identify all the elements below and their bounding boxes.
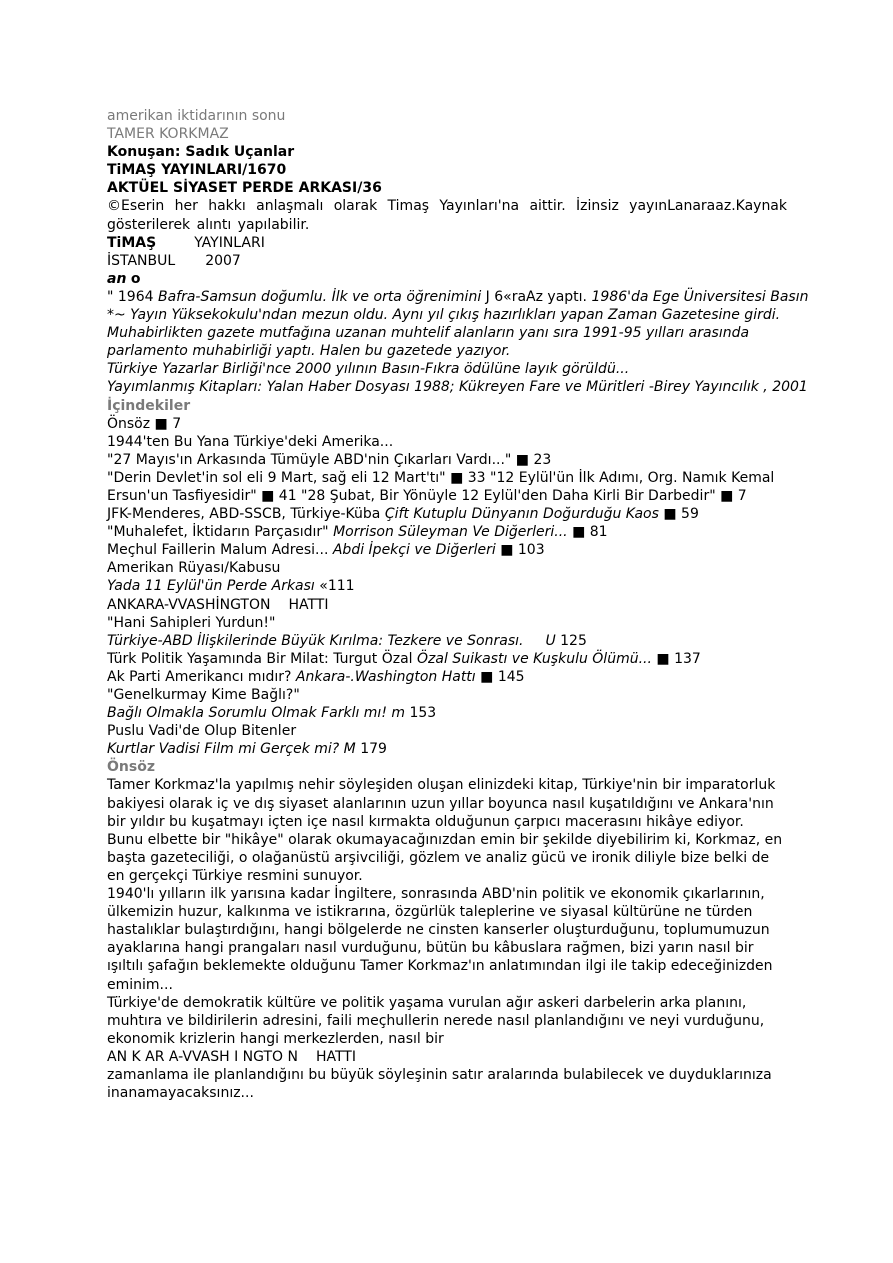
author-name: TAMER KORKMAZ [107,126,229,143]
toc-entry [107,740,787,758]
toc-entry: "27 Mayıs'ın Arkasında Tümüyle ABD'nin Çıkarları Vardı..." ■ 23 [107,451,552,468]
book-title: amerikan iktidarının sonu [107,108,286,124]
toc-entry: Puslu Vadi'de Olup Bitenler [107,723,297,740]
toc-entry-text: Meçhul Faillerin Malum Adresi... [107,542,333,559]
bio-books: Yayımlanmış Kitapları: Yalan Haber Dosyası 1988; Kükreyen Fare ve Müritleri -Birey Yayıncılık , 2001 [107,379,808,396]
toc-page-number: 153 [405,705,437,722]
toc-entry [107,523,787,541]
toc-part-name-suffix: HATTI [288,596,329,613]
toc-entry-subtitle: Ankara-.Washington Hattı [295,668,476,685]
imprint-city: İSTANBUL [107,252,176,269]
toc-page-number: ■ 103 [495,542,545,559]
toc-part-title: Amerikan Rüyası/Kabusu [107,560,281,577]
speaker-credit: Konuşan: Sadık Uçanlar [107,144,295,161]
publisher-word: YAYINLARI [194,234,265,251]
toc-entry-subtitle: Bağlı Olmakla Sorumlu Olmak Farklı mı! m [107,705,406,722]
preface-paragraph: 1940'lı yılların ilk yarısına kadar İngiltere, sonrasında ABD'nin politik ve ekonomik çıkarlarının, ülkemizin huzur, kalkınma ve istikrarına, özgürlük taleplerine ve siyasal kültürüne ne türden hastalıklar bulaştırdığını, hangi bölgelerde ne cinsten kanserler oluşturduğunu, toplumumuzun ayaklarına hangi prangaları nasıl vurduğunu, bütün bu kâbuslara rağmen, bizi yarın nasıl bir ışıltılı şafağın beklemekte olduğunu Tamer Korkmaz'ın anlatımından ilgi ile takip edeceğinizden [107,886,773,975]
preface-paragraph-tail: eminim... [107,976,173,993]
toc-entry-text: "Muhalefet, İktidarın Parçasıdır" [107,524,334,541]
toc-page-number: ■ 137 [651,650,701,667]
series-subtitle: AKTÜEL SİYASET PERDE ARKASI/36 [107,180,382,197]
toc-entry-subtitle: Çift Kutuplu Dünyanın Doğurduğu Kaos [384,506,659,523]
toc-entry [107,704,787,722]
toc-heading: İçindekiler [107,397,191,414]
imprint-line [107,252,787,270]
bio-school: J 6«raAz yaptı. [481,288,592,305]
scan-fragment-a: an [107,270,127,287]
toc-entry [107,577,787,595]
toc-entry: "Derin Devlet'in sol eli 9 Mart, sağ eli 12 Mart'tı" ■ 33 "12 Eylül'ün İlk Adımı, Org. Namık Kemal Ersun'un Tasfiyesidir" ■ 41 "28 Şubat, Bir Yönüyle 12 Eylül'den Daha Kirli Bir Darbedir" ■ 7 [107,469,775,504]
toc-entry-subtitle: Yada 11 Eylül'ün Perde Arkası [107,578,315,595]
bio-birthplace: Bafra-Samsun doğumlu. İlk ve orta öğrenimini [157,288,482,305]
toc-page-number: 179 [355,741,387,758]
toc-entry-text: Türk Politik Yaşamında Bir Milat: Turgut Özal [107,650,418,667]
running-header [107,1048,787,1066]
preface-paragraph: Tamer Korkmaz'la yapılmış nehir söyleşiden oluşan elinizdeki kitap, Türkiye'nin bir imparatorluk bakiyesi olarak iç ve dış siyaset alanlarının uzun yıllar boyunca nasıl kuşatıldığını ve Ankara'nın bir yıldır bu kuşatmayı içten içe nasıl kırmakta olduğunun çarpıcı macerasını hikâye ediyor. [107,777,776,830]
toc-entry [107,505,787,523]
copyright-notice: ©Eserin her hakkı anlaşmalı olarak Timaş Yayınları'na aittir. İzinsiz yayınLanaraaz.Kaynak gösterilerek alıntı yapılabilir. [107,198,787,233]
toc-entry [107,668,787,686]
toc-entry: Önsöz ■ 7 [107,415,182,432]
toc-page-number: «111 [314,578,355,595]
toc-entry-subtitle: Morrison Süleyman Ve Diğerleri... [333,524,568,541]
bio-university: 1986'da Ege Üniversitesi Basın [591,288,809,305]
bio-year: " 1964 [107,288,158,305]
toc-entry-text: JFK-Menderes, ABD-SSCB, Türkiye-Küba [107,506,385,523]
toc-page-number: ■ 81 [567,524,608,541]
toc-entry [107,541,787,559]
toc-entry-text: Ak Parti Amerikancı mıdır? [107,668,296,685]
toc-part-name: ANKARA-VVASHİNGTON [107,596,271,613]
series-number: TiMAŞ YAYINLARI/1670 [107,162,287,179]
toc-part-title: 1944'ten Bu Yana Türkiye'deki Amerika... [107,433,394,450]
toc-page-number: ■ 59 [658,506,699,523]
toc-entry [107,650,787,668]
bio-award: Türkiye Yazarlar Birliği'nce 2000 yılının Basın-Fıkra ödülüne layık görüldü... [107,361,630,378]
document-page [107,107,809,1102]
bio-career: *~ Yayın Yüksekokulu'ndan mezun oldu. Aynı yıl çıkış hazırlıkları yapan Zaman Gazetesine girdi. Muhabirlikten gazete mutfağına uzanan muhtelif alanların yanı sıra 1991-95 yılları arasında parlamento muhabirliği yaptı. Halen bu gazetede yazıyor. [107,307,781,360]
preface-paragraph: Türkiye'de demokratik kültüre ve politik yaşama vurulan ağır askeri darbelerin arka planını, muhtıra ve bildirilerin adresini, faili meçhullerin nerede nasıl planlandığını ve neyi vurduğunu, ekonomik krizlerin hangi merkezlerden, nasıl bir [107,994,765,1047]
toc-entry-subtitle: Kurtlar Vadisi Film mi Gerçek mi? M [107,741,356,758]
toc-entry-subtitle: Özal Suikastı ve Kuşkulu Ölümü... [417,650,652,667]
bio-line-1 [107,288,809,306]
toc-entry: "Genelkurmay Kime Bağlı?" [107,687,300,703]
running-header-text: AN K AR A-VVASH I NGTO N [107,1048,298,1065]
running-header-suffix: HATTI [315,1048,356,1065]
toc-page-number: 125 [555,632,587,649]
toc-entry-subtitle: Abdi İpekçi ve Diğerleri [332,542,496,559]
imprint-year: 2007 [205,252,241,269]
toc-page-number: ■ 145 [475,668,525,685]
publisher-line [107,234,787,252]
toc-scan-mark: U [545,632,556,649]
preface-paragraph: zamanlama ile planlandığını bu büyük söyleşinin satır aralarında bulabilecek ve duyduklarınıza inanamayacaksınız... [107,1066,772,1102]
scan-fragment [107,270,787,288]
toc-entry-subtitle: Türkiye-ABD İlişkilerinde Büyük Kırılma: Tezkere ve Sonrası. [107,632,524,649]
preface-paragraph: Bunu elbette bir "hikâye" olarak okumayacağınızdan emin bir şekilde diyebilirim ki, Korkmaz, en başta gazeteciliği, o olağanüstü arşivciliği, gözlem ve analiz gücü ve ironik diliyle bize belki de en gerçekçi Türkiye resmini sunuyor. [107,831,783,884]
publisher-name: TiMAŞ [107,234,157,251]
preface-heading: Önsöz [107,759,155,776]
toc-part-title [107,596,787,614]
toc-entry: "Hani Sahipleri Yurdun!" [107,614,276,631]
toc-entry [107,632,787,650]
scan-fragment-b: o [130,270,141,287]
